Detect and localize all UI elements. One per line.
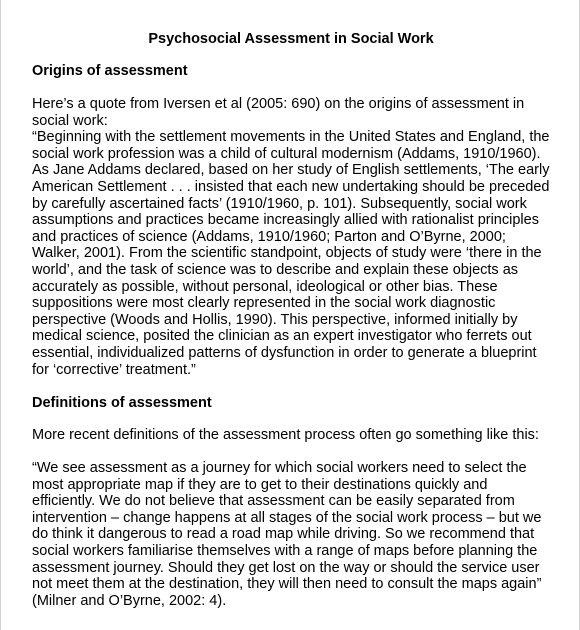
text-line: by carefully ascertained facts’ (1910/1960, p. 101). Subsequently, social work <box>32 195 527 212</box>
section-heading-definitions: Definitions of assessment <box>32 395 212 411</box>
text-line: world’, and the task of science was to describe and explain these objects as <box>32 261 519 278</box>
text-line: assumptions and practices became increasingly allied with rationalist principles <box>32 212 539 229</box>
text-line: American Settlement . . . insisted that each new undertaking should be preceded <box>32 178 550 195</box>
document-title: Psychosocial Assessment in Social Work <box>148 31 434 47</box>
text-line: most appropriate map if they are to get to their destinations quickly and <box>32 476 488 493</box>
text-line: Here’s a quote from Iversen et al (2005: 690) on the origins of assessment in <box>32 96 525 112</box>
text-line: for ‘corrective’ treatment.” <box>32 361 196 378</box>
text-line: and practices of science (Addams, 1910/1960; Parton and O’Byrne, 2000; <box>32 228 506 245</box>
text-line: do think it dangerous to read a road map while driving. So we recommend that <box>32 526 535 543</box>
text-line: medical science, posited the clinician as an expert investigator who ferrets out <box>32 328 532 345</box>
text-line: social work profession was a child of cultural modernism (Addams, 1910/1960). <box>32 145 541 162</box>
text-line: intervention – change happens at all stages of the social work process – but we <box>32 509 542 526</box>
text-line: More recent definitions of the assessment process often go something like this: <box>32 427 539 443</box>
text-line: As Jane Addams declared, based on her study of English settlements, ‘The early <box>32 162 550 179</box>
text-line: “We see assessment as a journey for which social workers need to select the <box>32 460 527 476</box>
paragraph-origins-quote <box>32 96 552 378</box>
text-line: assessment journey. Should they get lost on the way or should the service user <box>32 559 540 576</box>
text-line: social workers familiarise themselves with a range of maps before planning the <box>32 542 538 559</box>
text-line: suppositions were most clearly represented in the social work diagnostic <box>32 295 496 312</box>
text-line: perspective (Woods and Hollis, 1990). This perspective, informed initially by <box>32 311 518 328</box>
paragraph-definitions-quote <box>32 460 552 609</box>
paragraph-definitions-intro <box>32 427 552 444</box>
text-line: social work: <box>32 112 108 129</box>
section-heading-origins: Origins of assessment <box>32 63 188 79</box>
text-line: not meet them at the destination, they will then need to consult the maps again” <box>32 576 542 593</box>
text-line: Walker, 2001). From the scientific standpoint, objects of study were ‘there in the <box>32 245 542 262</box>
text-line: efficiently. We do not believe that assessment can be easily separated from <box>32 493 515 510</box>
text-line: “Beginning with the settlement movements in the United States and England, the <box>32 129 550 146</box>
text-line: essential, individualized patterns of dysfunction in order to generate a blueprint <box>32 344 537 361</box>
text-line: accurately as possible, without personal, ideological or other bias. These <box>32 278 498 295</box>
text-line: (Milner and O’Byrne, 2002: 4). <box>32 592 227 609</box>
